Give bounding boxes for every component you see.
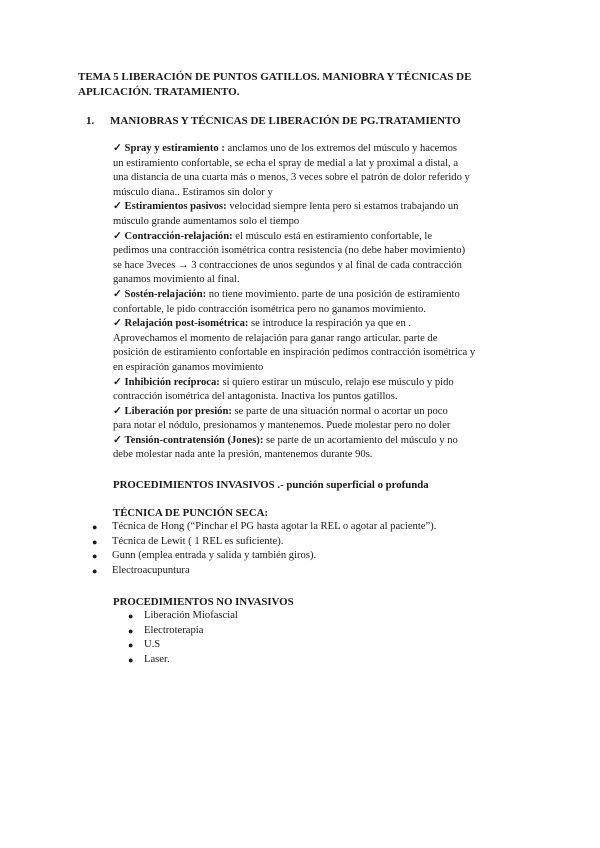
technique-item bbox=[113, 142, 533, 200]
technique-text: músculo grande aumentamos solo el tiempo bbox=[113, 215, 300, 227]
technique-text: pedimos una contracción isométrica contra resistencia (no debe haber movimiento) bbox=[113, 245, 466, 257]
bullet-icon: ● bbox=[92, 565, 98, 576]
technique-text: confortable, le pido contracción isométrica pero no ganamos movimiento. bbox=[113, 303, 427, 315]
technique-item bbox=[113, 434, 533, 463]
bullet-icon: ● bbox=[92, 536, 98, 547]
list-item-text: Laser. bbox=[144, 653, 170, 665]
list-item bbox=[92, 520, 512, 535]
technique-text: posición de estiramiento confortable en inspiración pedimos contracción isométrica y bbox=[113, 347, 476, 359]
technique-item bbox=[113, 230, 533, 288]
section-number: 1. bbox=[86, 115, 95, 127]
technique-text: se parte de una situación normal o acortar un poco bbox=[231, 405, 448, 417]
technique-text: se introduce la respiración ya que en . bbox=[248, 318, 412, 330]
check-icon: ✓ bbox=[113, 201, 122, 213]
technique-text: en espiración ganamos movimiento bbox=[113, 361, 264, 373]
technique-text: contracción isométrica del antagonista. Inactiva los puntos gatillos. bbox=[113, 391, 398, 403]
check-icon: ✓ bbox=[113, 143, 122, 154]
list-item bbox=[92, 549, 512, 564]
bullet-icon: ● bbox=[128, 640, 134, 651]
technique-term: Tensión-contratensión (Jones): bbox=[124, 434, 264, 446]
list-item-text: Liberación Miofascial bbox=[144, 610, 238, 621]
technique-term: Estiramientos pasivos: bbox=[124, 201, 227, 213]
check-icon: ✓ bbox=[113, 434, 122, 446]
bullet-icon: ● bbox=[92, 551, 98, 562]
technique-text: se parte de un acortamiento del músculo y no bbox=[263, 434, 458, 446]
technique-text: Aprovechamos el momento de relajación para ganar rango articular. parte de bbox=[113, 332, 438, 344]
technique-text: ganamos movimiento al final. bbox=[113, 274, 240, 286]
technique-term: Inhibición recíproca: bbox=[124, 376, 220, 388]
noninvasive-list bbox=[128, 609, 428, 667]
section-title: MANIOBRAS Y TÉCNICAS DE LIBERACIÓN DE PG.TRATAMIENTO bbox=[110, 115, 461, 127]
bullet-icon: ● bbox=[92, 522, 98, 532]
check-icon: ✓ bbox=[113, 230, 122, 242]
technique-text: si quiero estirar un músculo, relajo ese músculo y pido bbox=[219, 376, 454, 388]
technique-item bbox=[113, 376, 533, 405]
list-item-text: Gunn (emplea entrada y salida y también giros). bbox=[112, 550, 317, 562]
list-item-text: Técnica de Hong (“Pinchar el PG hasta agotar la REL o agotar al paciente”). bbox=[112, 521, 437, 532]
technique-item bbox=[113, 288, 533, 317]
technique-text: un estiramiento confortable, se echa el spray de medial a lat y proximal a distal, a bbox=[113, 157, 459, 169]
technique-text: una distancia de una cuarta más o menos, 3 veces sobre el patrón de dolor referido y bbox=[113, 172, 470, 184]
technique-term: Relajación post-isométrica: bbox=[124, 318, 249, 330]
list-item bbox=[128, 653, 428, 668]
technique-text: el músculo está en estiramiento confortable, le bbox=[232, 230, 433, 242]
techniques-list bbox=[113, 142, 533, 463]
technique-item bbox=[113, 405, 533, 434]
bullet-icon: ● bbox=[128, 654, 134, 665]
technique-text: para notar el nódulo, presionamos y mantenemos. Puede molestar pero no doler bbox=[113, 420, 451, 432]
technique-item bbox=[113, 317, 533, 375]
noninvasive-procedures-heading: PROCEDIMIENTOS NO INVASIVOS bbox=[113, 596, 294, 608]
invasive-procedures-heading bbox=[113, 478, 429, 493]
technique-term: Liberación por presión: bbox=[124, 405, 232, 417]
check-icon: ✓ bbox=[113, 405, 122, 417]
section-heading bbox=[86, 114, 526, 129]
technique-term: Contracción-relajación: bbox=[124, 230, 233, 242]
technique-term: Spray y estiramiento : bbox=[124, 143, 225, 154]
list-item bbox=[92, 564, 512, 579]
list-item-text: U.S bbox=[144, 639, 161, 651]
technique-text: anclamos uno de los extremos del músculo y hacemos bbox=[224, 143, 458, 154]
technique-text: velocidad siempre lenta pero si estamos trabajando un bbox=[226, 201, 459, 213]
list-item-text: Electroacupuntura bbox=[112, 564, 190, 576]
check-icon: ✓ bbox=[113, 376, 122, 388]
dry-needling-heading: TÉCNICA DE PUNCIÓN SECA: bbox=[113, 507, 269, 519]
list-item bbox=[128, 638, 428, 653]
list-item bbox=[128, 609, 428, 624]
list-item-text: Electroterapia bbox=[144, 624, 204, 636]
check-icon: ✓ bbox=[113, 318, 122, 330]
check-icon: ✓ bbox=[113, 288, 122, 300]
technique-term: Sostén-relajación: bbox=[124, 288, 207, 300]
list-item bbox=[128, 624, 428, 639]
invasive-heading-subtitle: punción superficial o profunda bbox=[286, 479, 429, 491]
invasive-heading-label: PROCEDIMIENTOS INVASIVOS .- bbox=[113, 479, 287, 491]
list-item bbox=[92, 535, 512, 550]
technique-text: se hace 3veces → 3 contracciones de unos segundos y al final de cada contracción bbox=[113, 259, 462, 271]
technique-text: no tiene movimiento. parte de una posición de estiramiento bbox=[206, 288, 460, 300]
bullet-icon: ● bbox=[128, 625, 134, 636]
technique-text: debe molestar nada ante la presión, mantenemos durante 90s. bbox=[113, 449, 373, 461]
dry-needling-list bbox=[92, 520, 512, 578]
technique-text: músculo diana.. Estiramos sin dolor y bbox=[113, 186, 273, 198]
list-item-text: Técnica de Lewit ( 1 REL es suficiente). bbox=[112, 535, 284, 547]
technique-item bbox=[113, 200, 533, 229]
bullet-icon: ● bbox=[128, 611, 134, 621]
page-title: TEMA 5 LIBERACIÓN DE PUNTOS GATILLOS. MANIOBRA Y TÉCNICAS DE APLICACIÓN. TRATAMIENTO. bbox=[78, 71, 472, 98]
